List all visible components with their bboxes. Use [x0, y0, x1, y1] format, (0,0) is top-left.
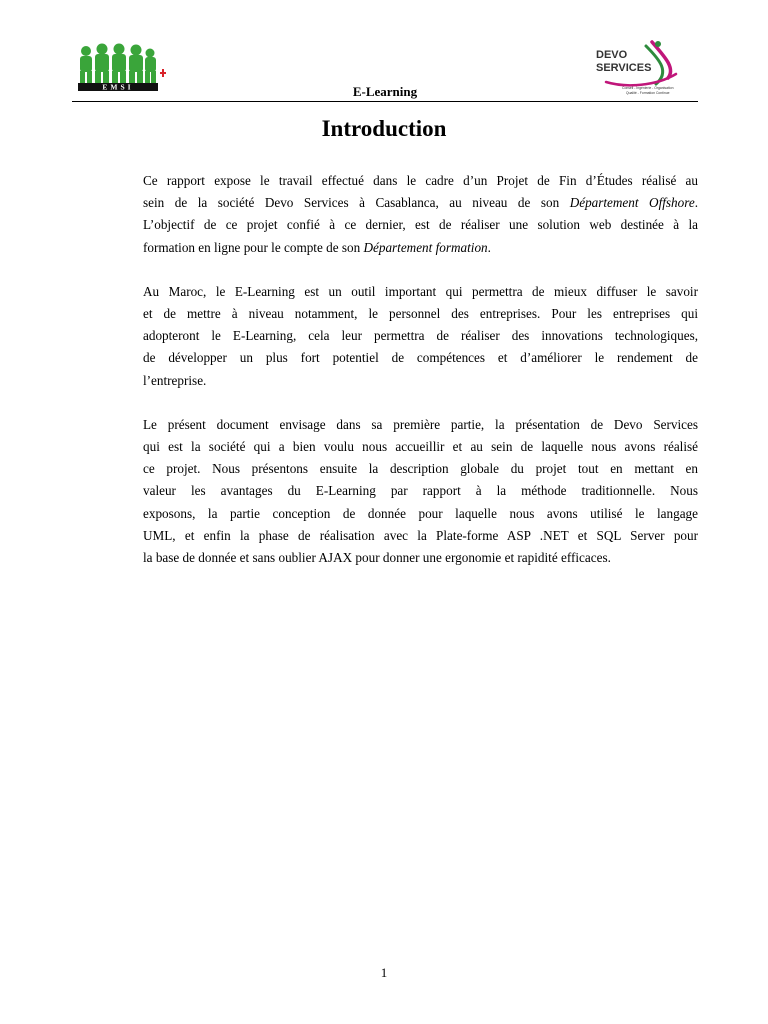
body-line [143, 503, 698, 525]
emsi-logo-text: EMSI [102, 82, 134, 92]
body-paragraph [143, 414, 698, 569]
emphasized-text: Département formation [363, 239, 488, 255]
body-line [143, 281, 698, 303]
body-line [143, 436, 698, 458]
text-run: valeur les avantages du E-Learning par rapport à la méthode traditionnelle. Nous [143, 483, 698, 499]
body-line [143, 303, 698, 325]
body-paragraph [143, 170, 698, 259]
page-title: Introduction [321, 116, 447, 141]
page-number: 1 [380, 965, 388, 980]
body-line [143, 547, 698, 569]
body-paragraph [143, 281, 698, 392]
body-line [143, 170, 698, 192]
devo-logo-line1: DEVO [596, 49, 628, 61]
devo-services-logo [586, 38, 698, 102]
body-line [143, 214, 698, 236]
body-line [143, 525, 698, 547]
body-line [143, 325, 698, 347]
text-run: Au Maroc, le E-Learning est un outil important qui permettra de mieux diffuser le savoir [143, 283, 698, 299]
body-line [143, 458, 698, 480]
text-run: formation en ligne pour le compte de son [143, 239, 364, 255]
text-run: ce projet. Nous présentons ensuite la description globale du projet tout en mettant en [143, 461, 698, 477]
body-line [143, 370, 698, 392]
text-run: L’objectif de ce projet confié à ce dernier, est de réaliser une solution web destinée à la [143, 217, 698, 233]
text-run: l’entreprise. [143, 372, 207, 388]
text-run: exposons, la partie conception de donnée pour laquelle nous avons utilisé le langage [143, 505, 698, 521]
devo-logo-tagline2: Qualité - Formation Continue [626, 91, 670, 95]
emphasized-text: Département Offshore [569, 195, 695, 211]
devo-logo-line2: SERVICES [596, 62, 652, 74]
body-line [143, 414, 698, 436]
text-run: qui est la société qui a bien voulu nous accueillir et au sein de laquelle nous avons réalisé [143, 439, 698, 455]
text-run: . [487, 239, 491, 255]
text-run: Le présent document envisage dans sa première partie, la présentation de Devo Services [143, 416, 698, 432]
header-rule [72, 101, 698, 102]
text-run: adopteront le E-Learning, cela leur permettra de réaliser des innovations technologiques, [143, 328, 698, 344]
devo-logo-tagline1: Conseil - Ingénierie - Organisation [622, 86, 674, 90]
body-line [143, 237, 698, 259]
page-header [72, 38, 698, 102]
text-run: Ce rapport expose le travail effectué dans le cadre d’un Projet de Fin d’Études réalisé au [143, 173, 698, 188]
body-line [143, 347, 698, 369]
text-run: de développer un plus fort potentiel de compétences et d’améliorer le rendement de [143, 350, 698, 366]
body-line [143, 480, 698, 502]
text-run: sein de la société Devo Services à Casablanca, au niveau de son [143, 195, 570, 211]
body-line [143, 192, 698, 214]
document-header-title: E-Learning [352, 84, 418, 99]
text-run: UML, et enfin la phase de réalisation avec la Plate-forme ASP .NET et SQL Server pour [143, 527, 698, 543]
text-run: . [694, 195, 699, 211]
body-text [143, 170, 698, 591]
text-run: la base de donnée et sans oublier AJAX pour donner une ergonomie et rapidité efficaces. [143, 550, 611, 566]
text-run: et de mettre à niveau notamment, le personnel des entreprises. Pour les entreprises qui [143, 306, 698, 322]
